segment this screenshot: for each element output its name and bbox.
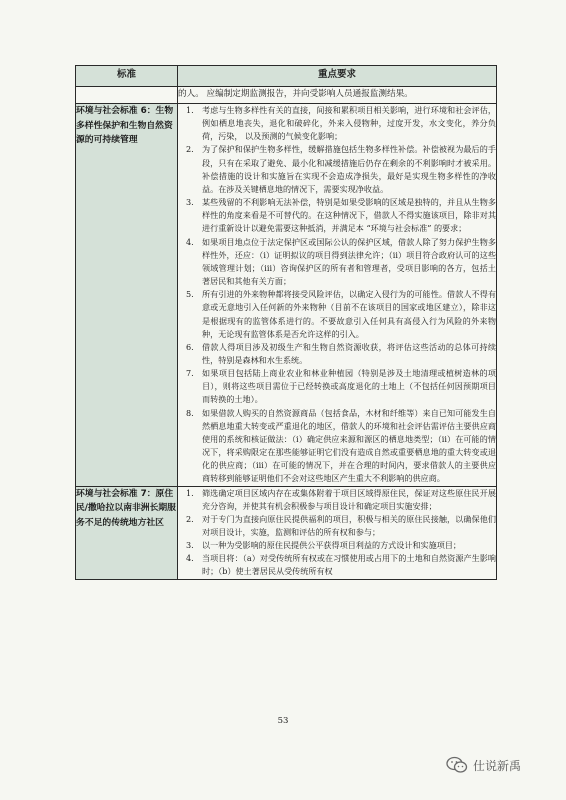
- list-item: [178, 236, 496, 289]
- item-text: 考虑与生物多样性有关的直接，间接和累积项目相关影响，进行环境和社会评估，例如栖息地丧失，退化和破碎化，外来入侵物种，过度开发，水文变化，养分负荷，污染， 以及预测的气候变化影响；: [202, 105, 496, 142]
- item-number: 5.: [186, 289, 194, 300]
- item-number: 3.: [186, 540, 194, 551]
- item-text: 借款人得项目涉及初级生产和生物自然资源收获，将评估这些活动的总体可持续性，特别是森林和水生系统。: [202, 341, 496, 365]
- item-number: 7.: [186, 368, 194, 379]
- standard-title: 环境与社会标准 6：生物多样性保护和生物自然资源的可持续管理: [76, 104, 178, 487]
- item-number: 4.: [186, 553, 194, 564]
- list-item: [178, 104, 496, 143]
- item-text: 为了保护和保护生物多样性，缓解措施包括生物多样性补偿。补偿被视为最后的手段，只有在采取了避免、最小化和减缓措施后仍存在剩余的不利影响时才被采用。补偿措施的设计和实施旨在实现不会造成净损失，最好是实现生物多样性的净收益。在涉及关键栖息地的情况下，需要实现净收益。: [202, 144, 496, 194]
- list-item: [178, 341, 496, 367]
- item-number: 6.: [186, 341, 194, 352]
- header-standard: 标准: [76, 66, 178, 87]
- standards-table: [75, 65, 497, 580]
- item-text: 某些残留的不利影响无法补偿，特别是如果受影响的区域是独特的，并且从生物多样性的角度来看是不可替代的。在这种情况下，借款人不得实施该项目，除非对其进行重新设计以避免需要这种抵消，并满足本 “环境与社会标准” 的要求；: [202, 197, 496, 234]
- item-text: 如果借款人购买的自然资源商品（包括食品，木材和纤维等）来自已知可能发生自然栖息地重大转变或严重退化的地区，借款人的环境和社会评估需评估主要供应商使用的系统和核证做法：（i）确定供应来源和源区的栖息地类型；（ii）在可能的情况下，将采购限定在那些能够证明它们没有造成自然或重要栖息地的重大转变或退化的供应商；（iii）在可能的情况下，并在合理的时间内，要求借款人的主要供应商转移到能够证明他们不会对这些地区产生重大不利影响的供应商。: [202, 407, 496, 484]
- table-row: [76, 104, 497, 487]
- item-text: 所有引进的外来物种都将接受风险评估，以确定入侵行为的可能性。借款人不得有意或无意地引入任何新的外来物种（目前不在该项目的国家或地区建立），除非这是根据现有的监管体系进行的。不要故意引入任何具有高侵入行为风险的外来物种，无论现有监管体系是否允许这样的引入。: [202, 289, 496, 339]
- continuation-row: [76, 87, 497, 104]
- list-item: [178, 513, 496, 539]
- item-number: 1.: [186, 487, 194, 498]
- continuation-text: 的人。 应编制定期监测报告，并向受影响人员通报监测结果。: [178, 87, 497, 104]
- list-item: [178, 196, 496, 235]
- item-text: 以一种为受影响的原住民提供公平获得项目利益的方式设计和实施项目；: [202, 540, 462, 551]
- table-header-row: [76, 66, 497, 87]
- item-number: 3.: [186, 197, 194, 208]
- wechat-icon: [446, 756, 468, 774]
- continuation-empty-cell: [76, 87, 178, 104]
- requirements-cell: [178, 486, 497, 579]
- list-item: [178, 407, 496, 486]
- requirements-list: [178, 487, 496, 579]
- item-text: 当项目将：（a）对受传统所有权或在习惯使用或占用下的土地和自然资源产生影响时；（b）使土著居民从受传统所有权: [202, 553, 496, 577]
- item-text: 如果项目地点位于法定保护区或国际公认的保护区域，借款人除了努力保护生物多样性外，还应：（i）证明拟议的项目得到法律允许；（ii）项目符合政府认可的这些领域管理计划；（iii）咨询保护区的所有者和管理者，受项目影响的各方，包括土著居民和其他有关方面；: [202, 236, 496, 287]
- list-item: [178, 143, 496, 196]
- item-number: 4.: [186, 236, 194, 247]
- item-text: 对于专门为直接向原住民提供福利的项目，积极与相关的原住民接触，以确保他们对项目设计，实施，监测和评估的所有权和参与；: [202, 513, 496, 537]
- item-text: 筛选确定项目区域内存在或集体附着于项目区域得原住民，保证对这些原住民开展充分咨询，并使其有机会积极参与项目设计和确定项目实施安排；: [202, 487, 496, 511]
- requirements-cell: [178, 104, 497, 487]
- list-item: [178, 288, 496, 341]
- item-text: 如果项目包括陆上商业农业和林业种植园（特别是涉及土地清理或植树造林的项目），则将这些项目需位于已经转换或高度退化的土地上（不包括任何因预期项目而转换的土地）。: [202, 368, 496, 405]
- watermark-text: 仕说新禹: [473, 758, 522, 773]
- list-item: [178, 487, 496, 513]
- list-item: [178, 552, 496, 578]
- list-item: [178, 539, 496, 552]
- list-item: [178, 367, 496, 406]
- standard-title: 环境与社会标准 7：原住民/撒哈拉以南非洲长期服务不足的传统地方社区: [76, 486, 178, 579]
- item-number: 1.: [186, 105, 194, 115]
- item-number: 8.: [186, 407, 194, 418]
- requirements-list: [178, 104, 496, 486]
- table-row: [76, 486, 497, 579]
- item-number: 2.: [186, 144, 194, 155]
- header-key-requirements: 重点要求: [178, 66, 497, 87]
- item-number: 2.: [186, 513, 194, 524]
- watermark: [446, 755, 521, 775]
- page-number: 53: [277, 716, 289, 726]
